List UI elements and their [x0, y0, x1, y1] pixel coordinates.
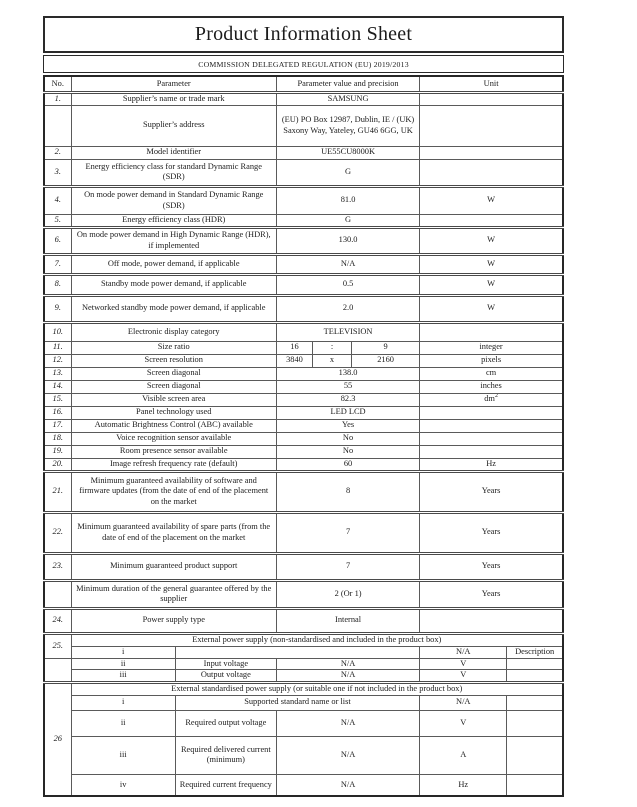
row-number-cell: 8. — [44, 274, 71, 295]
unit-cell: W — [420, 254, 563, 274]
row-number-cell — [44, 105, 71, 146]
col-header-parameter: Parameter — [71, 76, 276, 92]
value-cell: 82.3 — [276, 393, 419, 406]
sub-index-cell: ii — [71, 710, 175, 736]
row-number-cell: 9. — [44, 295, 71, 322]
table-row-section-26 — [44, 682, 563, 695]
table-row — [44, 92, 563, 105]
row-number-cell: 10. — [44, 322, 71, 341]
unit-cell — [420, 159, 563, 186]
page-title: Product Information Sheet — [194, 23, 413, 45]
product-information-sheet — [43, 16, 564, 797]
row-number-cell: 14. — [44, 380, 71, 393]
row-number-cell: 2. — [44, 146, 71, 159]
description-cell — [507, 670, 563, 683]
value-sub-cell: 2160 — [352, 354, 420, 367]
sub-index-cell: iv — [71, 774, 175, 796]
sub-label-cell: Required output voltage — [175, 710, 276, 736]
sub-label-cell: Required current frequency — [175, 774, 276, 796]
value-sub-cell: 16 — [276, 341, 312, 354]
value-cell: TELEVISION — [276, 322, 419, 341]
value-cell: N/A — [276, 710, 419, 736]
parameter-cell: Automatic Brightness Control (ABC) available — [71, 419, 276, 432]
table-row — [44, 658, 563, 670]
unit-cell — [420, 393, 563, 406]
value-cell: No — [276, 432, 419, 445]
unit-cell: integer — [420, 341, 563, 354]
unit-cell: W — [420, 227, 563, 254]
table-row — [44, 432, 563, 445]
unit-cell: W — [420, 274, 563, 295]
row-number-cell: 3. — [44, 159, 71, 186]
table-row — [44, 512, 563, 553]
description-cell: Description — [507, 646, 563, 658]
parameter-cell: Size ratio — [71, 341, 276, 354]
row-number-cell: 12. — [44, 354, 71, 367]
parameter-cell: Energy efficiency class for standard Dynamic Range (SDR) — [71, 159, 276, 186]
parameter-cell: Supplier’s address — [71, 105, 276, 146]
sub-label-cell — [175, 646, 419, 658]
value-cell: Internal — [276, 608, 419, 633]
unit-cell — [420, 322, 563, 341]
sub-index-cell: iii — [71, 670, 175, 683]
parameter-cell: Screen diagonal — [71, 367, 276, 380]
row-number-cell: 6. — [44, 227, 71, 254]
col-header-no: No. — [44, 76, 71, 92]
value-cell: N/A — [276, 670, 419, 683]
value-cell: 2.0 — [276, 295, 419, 322]
sub-label-cell: Supported standard name or list — [175, 695, 419, 710]
unit-cell: Years — [420, 512, 563, 553]
table-row — [44, 227, 563, 254]
row-number-cell: 19. — [44, 445, 71, 458]
product-info-table — [43, 75, 564, 797]
row-number-cell: 11. — [44, 341, 71, 354]
unit-cell — [420, 432, 563, 445]
unit-cell — [420, 406, 563, 419]
table-row — [44, 670, 563, 683]
parameter-cell: Power supply type — [71, 608, 276, 633]
description-cell — [507, 774, 563, 796]
table-row — [44, 458, 563, 471]
row-number-cell: 24. — [44, 608, 71, 633]
parameter-cell: Model identifier — [71, 146, 276, 159]
unit-cell: Years — [420, 471, 563, 512]
table-row — [44, 608, 563, 633]
parameter-cell: Standby mode power demand, if applicable — [71, 274, 276, 295]
value-cell: N/A — [276, 254, 419, 274]
row-number-cell: 20. — [44, 458, 71, 471]
table-row — [44, 274, 563, 295]
value-cell: Yes — [276, 419, 419, 432]
table-row — [44, 214, 563, 227]
sub-label-cell: Input voltage — [175, 658, 276, 670]
row-number-cell: 1. — [44, 92, 71, 105]
value-sub-cell: 3840 — [276, 354, 312, 367]
table-row — [44, 254, 563, 274]
value-cell: UE55CU8000K — [276, 146, 419, 159]
value-cell: 138.0 — [276, 367, 419, 380]
row-number-cell: 17. — [44, 419, 71, 432]
parameter-cell: Energy efficiency class (HDR) — [71, 214, 276, 227]
table-row — [44, 406, 563, 419]
description-cell — [507, 710, 563, 736]
table-row — [44, 736, 563, 774]
table-row — [44, 159, 563, 186]
value-cell: 8 — [276, 471, 419, 512]
unit-cell: Hz — [420, 458, 563, 471]
unit-cell — [420, 92, 563, 105]
table-row — [44, 341, 563, 354]
row-number-cell: 5. — [44, 214, 71, 227]
table-row — [44, 105, 563, 146]
col-header-value: Parameter value and precision — [276, 76, 419, 92]
sheet-title-box — [43, 16, 564, 53]
row-number-cell: 16. — [44, 406, 71, 419]
table-row — [44, 580, 563, 608]
parameter-cell: Minimum guaranteed product support — [71, 553, 276, 580]
row-number-cell: 25. — [44, 633, 71, 658]
unit-cell: pixels — [420, 354, 563, 367]
value-cell: 130.0 — [276, 227, 419, 254]
table-row — [44, 295, 563, 322]
value-separator-cell: : — [312, 341, 351, 354]
table-row — [44, 471, 563, 512]
row-number-cell: 22. — [44, 512, 71, 553]
regulation-box — [43, 55, 564, 73]
value-cell: 55 — [276, 380, 419, 393]
row-number-cell: 23. — [44, 553, 71, 580]
row-number-cell: 13. — [44, 367, 71, 380]
col-header-unit: Unit — [420, 76, 563, 92]
row-number-cell: 4. — [44, 186, 71, 214]
parameter-cell: Image refresh frequency rate (default) — [71, 458, 276, 471]
table-row-section-25 — [44, 633, 563, 646]
row-number-cell — [44, 658, 71, 682]
table-row — [44, 710, 563, 736]
unit-cell: inches — [420, 380, 563, 393]
description-cell — [507, 695, 563, 710]
row-number-cell: 26 — [44, 682, 71, 796]
table-row — [44, 322, 563, 341]
unit-cell: W — [420, 295, 563, 322]
sub-label-cell: Output voltage — [175, 670, 276, 683]
unit-cell: A — [420, 736, 507, 774]
sub-index-cell: i — [71, 695, 175, 710]
value-cell: G — [276, 159, 419, 186]
row-number-cell: 7. — [44, 254, 71, 274]
table-row — [44, 393, 563, 406]
parameter-cell: Supplier’s name or trade mark — [71, 92, 276, 105]
unit-cell — [420, 419, 563, 432]
unit-cell: W — [420, 186, 563, 214]
section-header-cell: External standardised power supply (or suitable one if not included in the product box) — [71, 682, 563, 695]
value-cell: G — [276, 214, 419, 227]
table-row — [44, 186, 563, 214]
sub-index-cell: ii — [71, 658, 175, 670]
value-cell: N/A — [276, 774, 419, 796]
parameter-cell: Panel technology used — [71, 406, 276, 419]
value-cell: 2 (Or 1) — [276, 580, 419, 608]
parameter-cell: On mode power demand in High Dynamic Range (HDR), if implemented — [71, 227, 276, 254]
section-header-cell: External power supply (non-standardised and included in the product box) — [71, 633, 563, 646]
parameter-cell: Screen resolution — [71, 354, 276, 367]
parameter-cell: On mode power demand in Standard Dynamic Range (SDR) — [71, 186, 276, 214]
regulation-title: COMMISSION DELEGATED REGULATION (EU) 2019/2013 — [198, 59, 409, 69]
value-separator-cell: x — [312, 354, 351, 367]
parameter-cell: Electronic display category — [71, 322, 276, 341]
table-row — [44, 695, 563, 710]
parameter-cell: Networked standby mode power demand, if applicable — [71, 295, 276, 322]
value-cell: LED LCD — [276, 406, 419, 419]
sub-label-cell: Required delivered current (minimum) — [175, 736, 276, 774]
value-cell: 81.0 — [276, 186, 419, 214]
table-row — [44, 646, 563, 658]
parameter-cell: Screen diagonal — [71, 380, 276, 393]
unit-cell: V — [420, 670, 507, 683]
unit-cell — [420, 608, 563, 633]
description-cell — [507, 736, 563, 774]
parameter-cell: Off mode, power demand, if applicable — [71, 254, 276, 274]
value-cell: 7 — [276, 553, 419, 580]
parameter-cell: Minimum guaranteed availability of software and firmware updates (from the date of end of the placement on the market — [71, 471, 276, 512]
unit-cell: N/A — [420, 695, 507, 710]
table-row — [44, 146, 563, 159]
parameter-cell: Visible screen area — [71, 393, 276, 406]
parameter-cell: Room presence sensor available — [71, 445, 276, 458]
table-row — [44, 367, 563, 380]
table-row — [44, 354, 563, 367]
value-cell: 0.5 — [276, 274, 419, 295]
unit-cell: V — [420, 658, 507, 670]
value-cell: (EU) PO Box 12987, Dublin, IE / (UK) Saxony Way, Yateley, GU46 6GG, UK — [276, 105, 419, 146]
unit-text: dm — [484, 394, 495, 404]
row-number-cell: 18. — [44, 432, 71, 445]
table-row — [44, 774, 563, 796]
value-cell: No — [276, 445, 419, 458]
table-row — [44, 553, 563, 580]
value-cell: 7 — [276, 512, 419, 553]
parameter-cell: Voice recognition sensor available — [71, 432, 276, 445]
unit-cell — [420, 105, 563, 146]
description-cell — [507, 658, 563, 670]
row-number-cell: 21. — [44, 471, 71, 512]
value-cell: N/A — [276, 736, 419, 774]
table-row — [44, 380, 563, 393]
unit-cell: N/A — [420, 646, 507, 658]
unit-cell: V — [420, 710, 507, 736]
unit-superscript: 2 — [494, 393, 498, 400]
table-row — [44, 445, 563, 458]
unit-cell: Years — [420, 553, 563, 580]
sub-index-cell: i — [71, 646, 175, 658]
unit-cell — [420, 214, 563, 227]
unit-cell — [420, 146, 563, 159]
table-header-row — [44, 76, 563, 92]
row-number-cell — [44, 580, 71, 608]
value-cell: N/A — [276, 658, 419, 670]
row-number-cell: 15. — [44, 393, 71, 406]
table-row — [44, 419, 563, 432]
parameter-cell: Minimum duration of the general guarantee offered by the supplier — [71, 580, 276, 608]
parameter-cell: Minimum guaranteed availability of spare parts (from the date of end of the placement on the market — [71, 512, 276, 553]
value-cell: SAMSUNG — [276, 92, 419, 105]
unit-cell: cm — [420, 367, 563, 380]
sub-index-cell: iii — [71, 736, 175, 774]
unit-cell: Hz — [420, 774, 507, 796]
unit-cell: Years — [420, 580, 563, 608]
value-sub-cell: 9 — [352, 341, 420, 354]
unit-cell — [420, 445, 563, 458]
value-cell: 60 — [276, 458, 419, 471]
